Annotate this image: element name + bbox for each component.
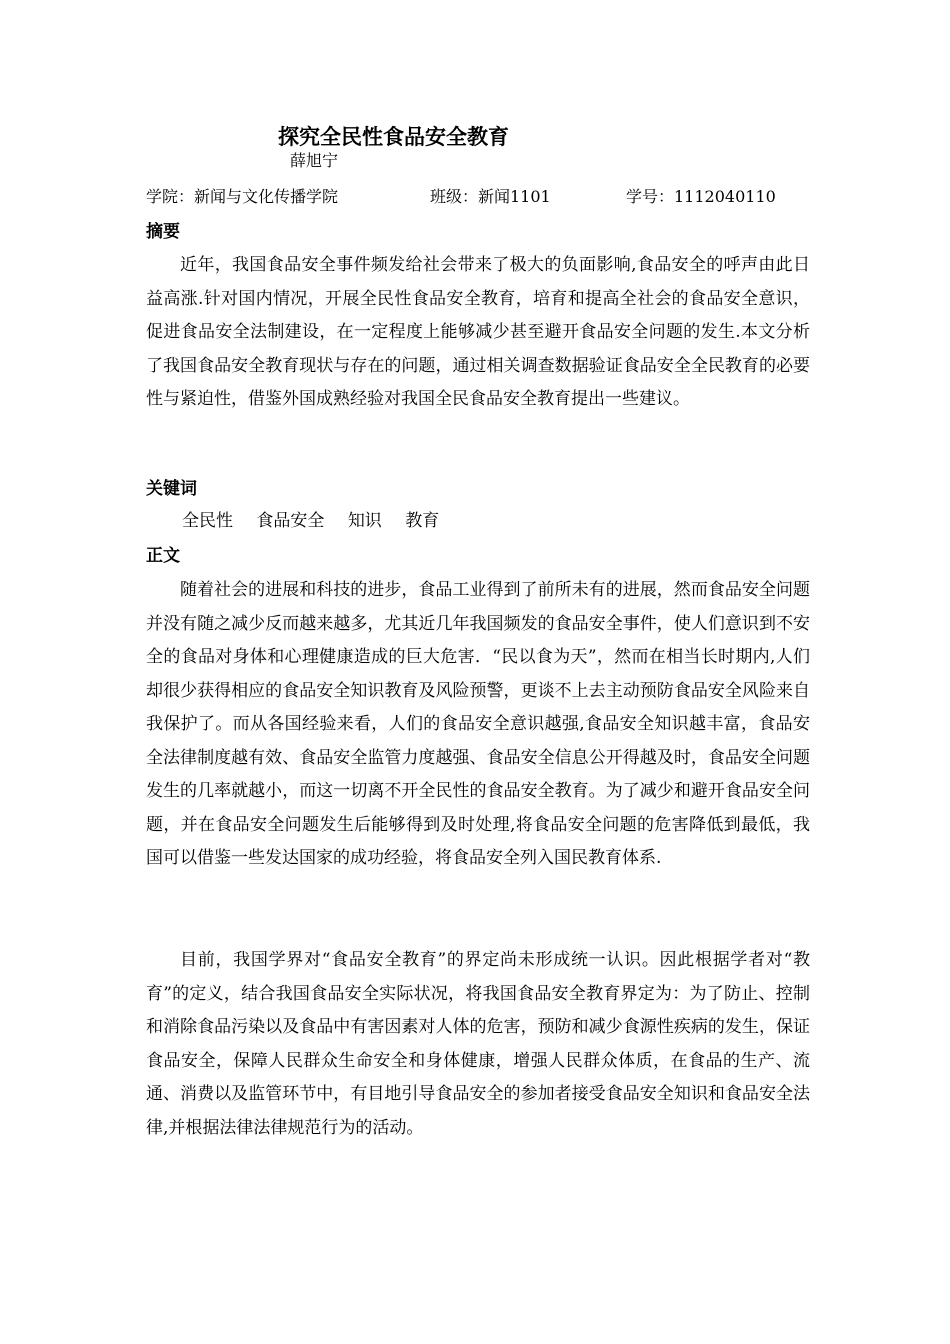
body-paragraph-1: 随着社会的进展和科技的进步，食品工业得到了前所未有的进展，然而食品安全问题并没有随之减少反而越来越多，尤其近几年我国频发的食品安全事件，使人们意识到不安全的食品对身体和心理健康造成的巨大危害．“民以食为天”，然而在相当长时期内,人们却很少获得相应的食品安全知识教育及风险预警，更谈不上去主动预防食品安全风险来自我保护了。而从各国经验来看，人们的食品安全意识越强,食品安全知识越丰富，食品安全法律制度越有效、食品安全监管力度越强、食品安全信息公开得越及时，食品安全问题发生的几率就越小，而这一切离不开全民性的食品安全教育。为了减少和避开食品安全问题，并在食品安全问题发生后能够得到及时处理,将食品安全问题的危害降低到最低，我国可以借鉴一些发达国家的成功经验，将食品安全列入国民教育体系. [146, 580, 810, 868]
document-title: 探究全民性食品安全教育 [278, 125, 509, 149]
class-info: 班级：新闻1101 [430, 187, 551, 206]
body-paragraph-2: 目前，我国学界对“食品安全教育”的界定尚未形成统一认识。因此根据学者对“教育”的定义，结合我国食品安全实际状况，将我国食品安全教育界定为：为了防止、控制和消除食品污染以及食品中有害因素对人体的危害，预防和减少食源性疾病的发生，保证食品安全，保障人民群众生命安全和身体健康，增强人民群众体质，在食品的生产、流通、消费以及监管环节中，有目地引导食品安全的参加者接受食品安全知识和食品安全法律,并根据法律法律规范行为的活动。 [146, 950, 810, 1138]
author-name: 薛旭宁 [290, 151, 339, 170]
body-heading: 正文 [146, 546, 180, 566]
college-info: 学院：新闻与文化传播学院 [146, 187, 339, 206]
keyword-item: 知识 [347, 511, 382, 531]
keyword-item: 食品安全 [256, 511, 325, 531]
keyword-item: 教育 [405, 511, 440, 531]
abstract-heading: 摘要 [146, 222, 180, 242]
keywords-list [182, 508, 457, 534]
keywords-heading: 关键词 [146, 479, 197, 499]
keyword-item: 全民性 [182, 511, 233, 531]
student-id-info: 学号：1112040110 [626, 187, 776, 206]
abstract-text: 近年，我国食品安全事件频发给社会带来了极大的负面影响,食品安全的呼声由此日益高涨.针对国内情况，开展全民性食品安全教育，培育和提高全社会的食品安全意识，促进食品安全法制建设，在一定程度上能够减少甚至避开食品安全问题的发生.本文分析了我国食品安全教育现状与存在的问题，通过相关调查数据验证食品安全全民教育的必要性与紧迫性，借鉴外国成熟经验对我国全民食品安全教育提出一些建议。 [146, 255, 810, 409]
